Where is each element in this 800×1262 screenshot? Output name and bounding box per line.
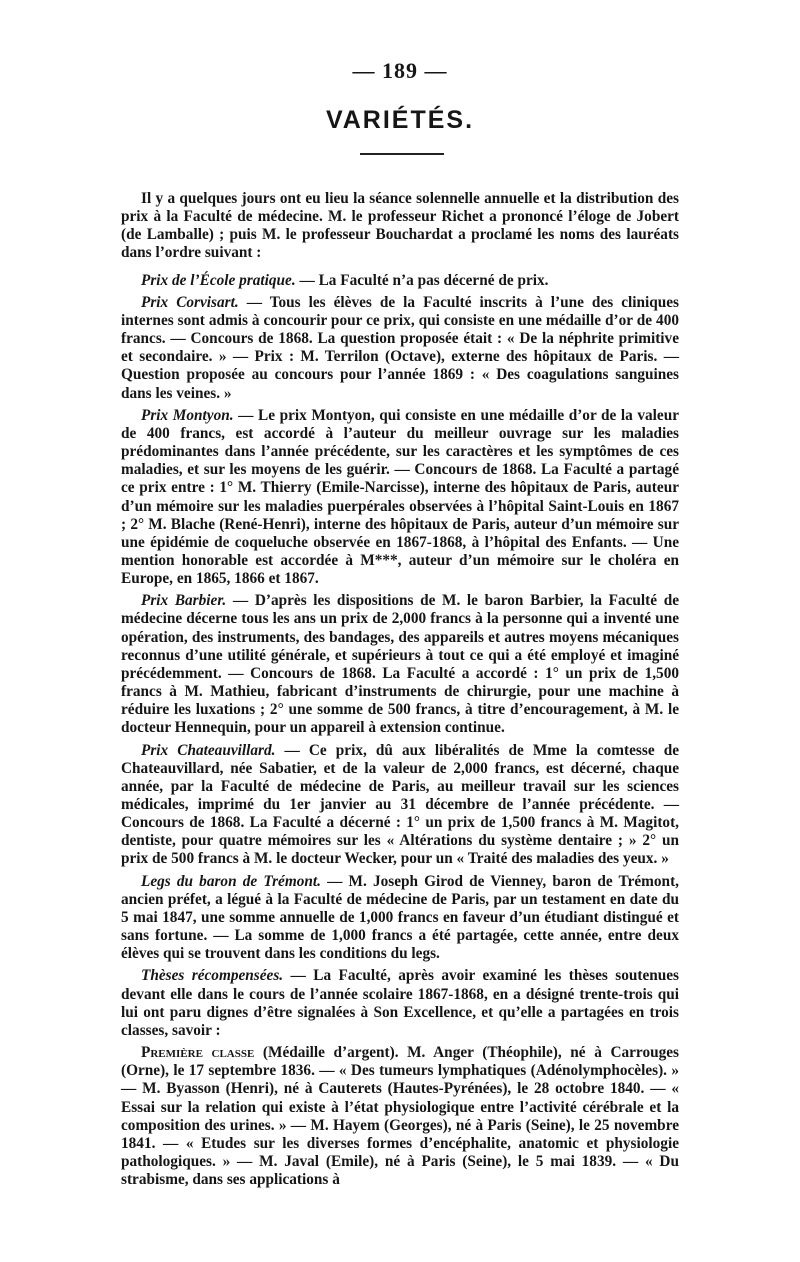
prize-heading: Prix de l’École pratique. xyxy=(141,271,296,289)
prize-heading: Prix Barbier. xyxy=(141,592,227,610)
paragraph-prix-corvisart: Prix Corvisart. — Tous les élèves de la Faculté inscrits à l’une des cliniques internes sont admis à concourir pour ce prix, qui consiste en une médaille d’or de 400 francs. — Concours de 1868. La question proposée était : « De la néphrite primitive et secondaire. » — Prix : M. Terrilon (Octave), externe des hôpitaux de Paris. — Question proposée au concours pour l’année 1869 : « Des coagulations sanguines dans les veines. » xyxy=(121,293,679,402)
paragraph-legs-tremont: Legs du baron de Trémont. — M. Joseph Girod de Vienney, baron de Trémont, ancien préfet, a légué à la Faculté de médecine de Paris, par un testament en date du 5 mai 1847, une somme annuelle de 1,000 francs en faveur d’un étudiant distingué et sans fortune. — La somme de 1,000 francs a été partagée, cette année, entre deux élèves qui se trouvent dans les conditions du legs. xyxy=(121,872,679,963)
title-rule xyxy=(360,153,444,155)
prize-heading: Legs du baron de Trémont. xyxy=(141,872,321,890)
paragraph-intro: Il y a quelques jours ont eu lieu la séance solennelle annuelle et la distribution des prix à la Faculté de médecine. M. le professeur Richet a prononcé l’éloge de Jobert (de Lamballe) ; puis M. le professeur Bouchardat a proclamé les noms des lauréats dans l’ordre suivant : xyxy=(121,190,679,262)
prize-heading: Prix Montyon. xyxy=(141,406,234,424)
class-heading: Première classe xyxy=(141,1044,255,1062)
prize-heading: Thèses récompensées. xyxy=(141,967,284,985)
paragraph-prix-barbier: Prix Barbier. — D’après les dispositions de M. le baron Barbier, la Faculté de médecine décerne tous les ans un prix de 2,000 francs à la personne qui a inventé une opération, des instruments, des bandages, des appareils et autres moyens mécaniques reconnus d’une utilité générale, et supérieurs à tout ce qui a été employé et imaginé précédemment. — Concours de 1868. La Faculté a accordé : 1° un prix de 1,500 francs à M. Mathieu, fabricant d’instruments de chirurgie, pour une machine à réduire les luxations ; 2° une somme de 500 francs, à titre d’encouragement, à M. le docteur Hennequin, pour un appareil à extension continue. xyxy=(121,592,679,737)
paragraph-prix-montyon: Prix Montyon. — Le prix Montyon, qui consiste en une médaille d’or de la valeur de 400 francs, est accordé à l’auteur du meilleur ouvrage sur les maladies prédominantes dans l’année précédente, sur les caractères et les symptômes de ces maladies, et sur les moyens de les guérir. — Concours de 1868. La Faculté a partagé ce prix entre : 1° M. Thierry (Emile-Narcisse), interne des hôpitaux de Paris, auteur d’un mémoire sur les maladies puerpérales observées à l’hôpital Saint-Louis en 1867 ; 2° M. Blache (René-Henri), interne des hôpitaux de Paris, auteur d’un mémoire sur une épidémie de coqueluche observée en 1867-1868, à l’hôpital des Enfants. — Une mention honorable est accordée à M***, auteur d’un mémoire sur le choléra en Europe, en 1865, 1866 et 1867. xyxy=(121,406,680,588)
prize-heading: Prix Chateauvillard. xyxy=(141,741,276,759)
page-number: — 189 — xyxy=(352,58,448,83)
paragraph-theses-recompensees: Thèses récompensées. — La Faculté, après avoir examiné les thèses soutenues devant elle dans le cours de l’année scolaire 1867-1868, en a désigné trente-trois qui lui ont paru dignes d’être signalées à Son Excellence, et qu’elle a partagées en trois classes, savoir : xyxy=(121,967,679,1039)
prize-heading: Prix Corvisart. xyxy=(141,293,239,311)
article-body xyxy=(121,190,679,1189)
paragraph-prix-ecole-pratique: Prix de l’École pratique. — La Faculté n’a pas décerné de prix. xyxy=(141,271,549,289)
paragraph-premiere-classe: Première classe (Médaille d’argent). M. Anger (Théophile), né à Carrouges (Orne), le 17 septembre 1836. — « Des tumeurs lymphatiques (Adénolymphocèles). » — M. Byasson (Henri), né à Cauterets (Hautes-Pyrénées), le 28 octobre 1840. — « Essai sur la relation qui existe à l’état physiologique entre l’activité cérébrale et la composition des urines. » — M. Hayem (Georges), né à Paris (Seine), le 25 novembre 1841. — « Etudes sur les diverses formes d’encéphalite, anatomic et physiologie pathologiques. » — M. Javal (Emile), né à Paris (Seine), le 5 mai 1839. — « Du strabisme, dans ses applications à xyxy=(121,1044,679,1189)
paragraph-prix-chateauvillard: Prix Chateauvillard. — Ce prix, dû aux libéralités de Mme la comtesse de Chateauvillard, née Sabatier, et de la valeur de 2,000 francs, est décerné, chaque année, par la Faculté de médecine de Paris, au meilleur travail sur les sciences médicales, imprimé du 1er janvier au 31 décembre de l’année précédente. — Concours de 1868. La Faculté a décerné : 1° un prix de 1,500 francs à M. Magitot, dentiste, pour quatre mémoires sur les « Altérations du système dentaire ; » 2° un prix de 500 francs à M. le docteur Wecker, pour un « Traité des maladies des yeux. » xyxy=(121,741,679,868)
section-title: VARIÉTÉS. xyxy=(325,106,475,134)
